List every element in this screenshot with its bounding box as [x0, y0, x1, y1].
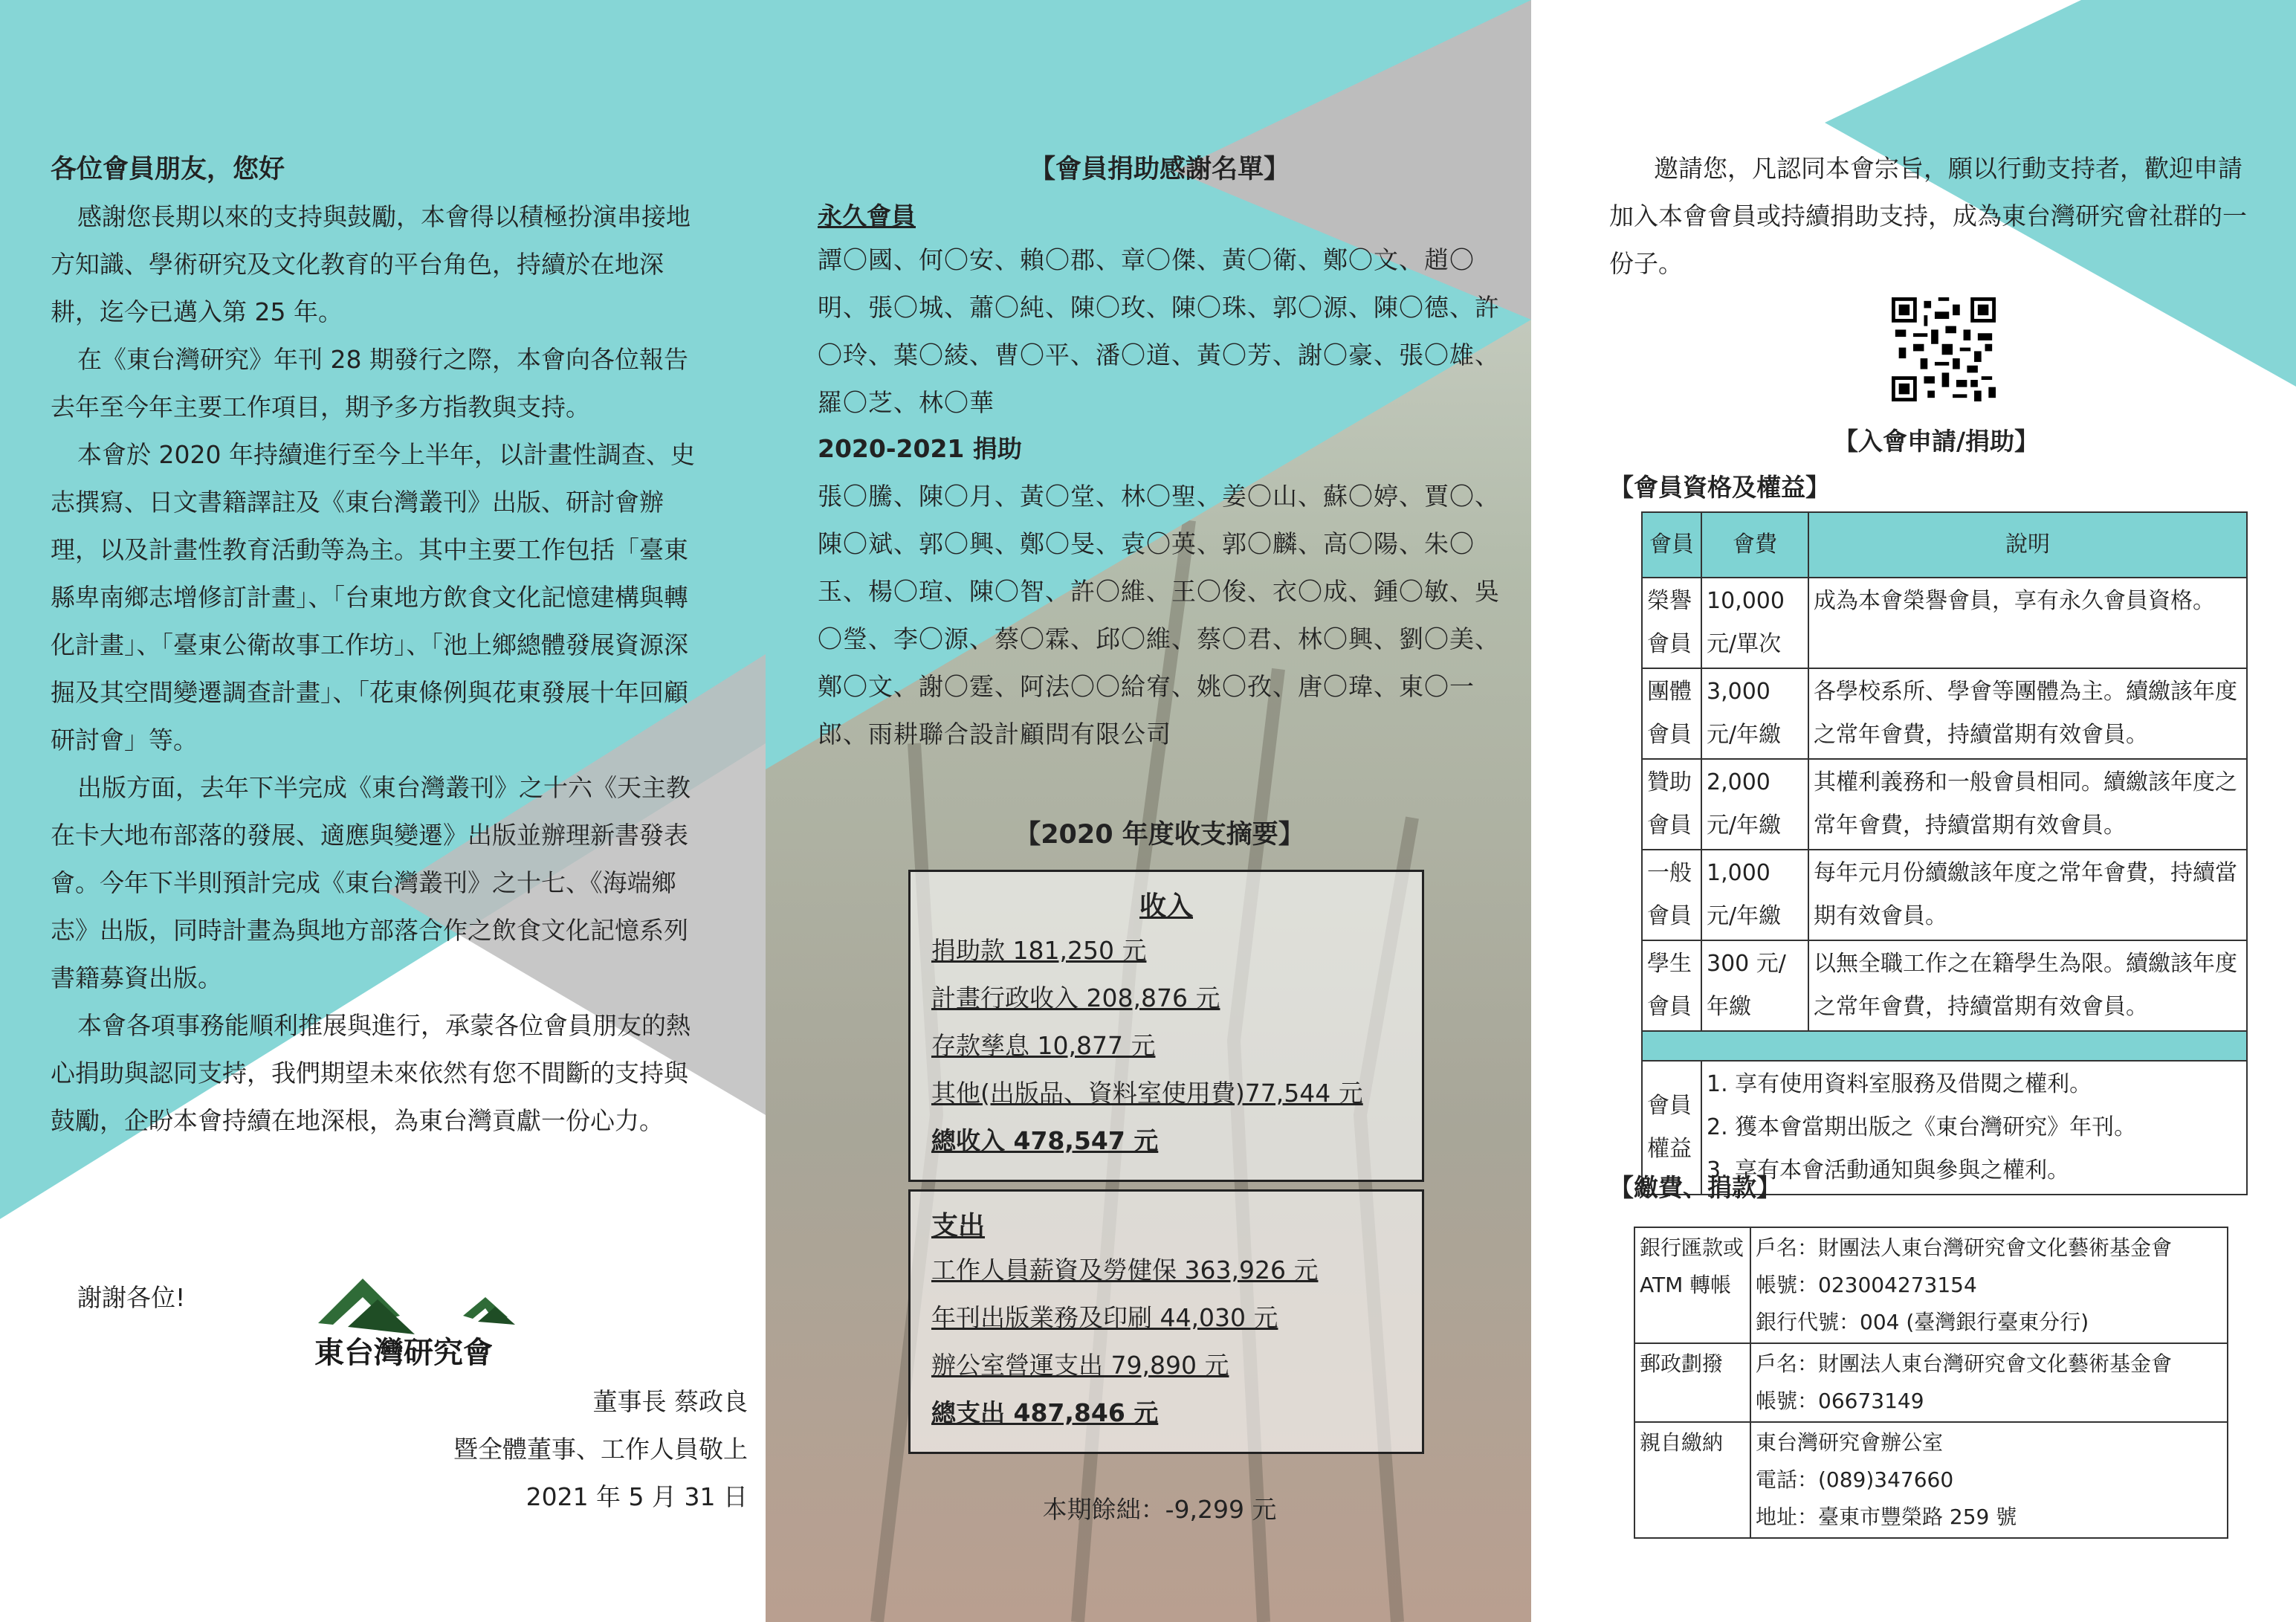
member-fee: 1,000 元/年繳: [1701, 850, 1808, 940]
income-total: 總收入 478,547 元: [931, 1126, 1159, 1155]
member-fee: 300 元/年繳: [1701, 940, 1808, 1031]
table-header: 會員: [1642, 512, 1701, 578]
org-logo-text: 東台灣研究會: [314, 1336, 493, 1370]
income-title: 收入: [1139, 891, 1193, 922]
finance-title: 【2020 年度收支摘要】: [1015, 820, 1304, 850]
rights-item: 3. 享有本會活動通知與參與之權利。: [1707, 1157, 2070, 1183]
table-header: 說明: [1808, 512, 2247, 578]
member-table-title: 【會員資格及權益】: [1609, 473, 1830, 502]
expense-line: 年刊出版業務及印刷 44,030 元: [931, 1303, 1278, 1332]
member-type: 團體會員: [1642, 668, 1701, 759]
donation-list: 張〇騰、陳〇月、黃〇堂、林〇聖、姜〇山、蘇〇婷、賈〇、陳〇斌、郭〇興、鄭〇旻、袁〇英、郭〇麟、高〇陽、朱〇玉、楊〇瑄、陳〇智、許〇維、王〇俊、衣〇成、鍾〇敏、吳〇瑩、李〇源、蔡〇霖、邱〇維、蔡〇君、林〇興、劉〇美、鄭〇文、謝〇霆、阿法〇〇給宥、姚〇孜、唐〇瑋、東〇一郎、雨耕聯合設計顧問有限公司: [818, 482, 1500, 749]
letter-paragraph: 在《東台灣研究》年刊 28 期發行之際，本會向各位報告去年至今年主要工作項目，期予多方指教與支持。: [51, 345, 688, 421]
letter-body: [51, 193, 705, 1145]
income-line: 存款孳息 10,877 元: [931, 1031, 1156, 1060]
member-desc: 每年元月份續繳該年度之常年會費，持續當期有效會員。: [1808, 850, 2247, 940]
signer-staff: 暨全體董事、工作人員敬上: [453, 1435, 748, 1464]
rights-item: 2. 獲本會當期出版之《東台灣研究》年刊。: [1707, 1114, 2137, 1140]
donors-panel: [818, 0, 1501, 1622]
table-header: 會費: [1701, 512, 1808, 578]
permanent-members-label: 永久會員: [818, 201, 916, 230]
income-line: 其他(出版品、資料室使用費)77,544 元: [931, 1079, 1363, 1108]
expense-title: 支出: [931, 1211, 986, 1241]
letter-closing: 謝謝各位!: [77, 1283, 186, 1312]
income-line: 計畫行政收入 208,876 元: [931, 983, 1220, 1012]
payment-detail-line: 東台灣研究會辦公室: [1756, 1430, 1944, 1455]
table-row: [1642, 668, 2247, 759]
donors-title: 【會員捐助感謝名單】: [1029, 155, 1290, 184]
payment-detail-line: 地址：臺東市豐榮路 259 號: [1756, 1505, 2017, 1529]
member-desc: 以無全職工作之在籍學生為限。續繳該年度之常年會費，持續當期有效會員。: [1808, 940, 2247, 1031]
member-type: 一般會員: [1642, 850, 1701, 940]
apply-title: 【入會申請/捐助】: [1833, 427, 2040, 456]
member-desc: 各學校系所、學會等團體為主。續繳該年度之常年會費，持續當期有效會員。: [1808, 668, 2247, 759]
payment-details: [1750, 1422, 2228, 1538]
member-desc: 其權利義務和一般會員相同。續繳該年度之常年會費，持續當期有效會員。: [1808, 759, 2247, 850]
expense-line: 工作人員薪資及勞健保 363,926 元: [931, 1256, 1319, 1285]
payment-method: 銀行匯款或 ATM 轉帳: [1634, 1227, 1750, 1343]
invite-text: [1609, 145, 2263, 288]
letter-paragraph: 出版方面，去年下半完成《東台灣叢刊》之十六《天主教在卡大地布部落的發展、適應與變遷》出版並辦理新書發表會。今年下半則預計完成《東台灣叢刊》之十七、《海端鄉志》出版，同時計畫為與地方部落合作之飲食文化記憶系列書籍募資出版。: [51, 773, 691, 992]
letter-date: 2021 年 5 月 31 日: [526, 1482, 748, 1511]
table-row: [1642, 578, 2247, 668]
table-header-row: [1642, 512, 2247, 578]
payment-detail-line: 戶名：財團法人東台灣研究會文化藝術基金會: [1756, 1351, 2173, 1376]
table-row: [1642, 850, 2247, 940]
qr-code-icon[interactable]: [1892, 297, 1996, 401]
membership-table: [1641, 511, 2248, 1195]
letter-panel: [51, 0, 748, 1622]
balance-line: 本期餘絀：-9,299 元: [1042, 1495, 1277, 1524]
payment-detail-line: 銀行代號：004 (臺灣銀行臺東分行): [1756, 1310, 2089, 1334]
expense-total: 總支出 487,846 元: [931, 1398, 1159, 1427]
member-type: 榮譽會員: [1642, 578, 1701, 668]
member-fee: 3,000 元/年繳: [1701, 668, 1808, 759]
income-line: 捐助款 181,250 元: [931, 936, 1147, 965]
payment-details: [1750, 1343, 2228, 1422]
expense-box: [908, 1189, 1424, 1454]
payment-method: 郵政劃撥: [1634, 1343, 1750, 1422]
table-row: [1634, 1422, 2228, 1538]
letter-greeting: 各位會員朋友，您好: [51, 155, 285, 184]
expense-line: 辦公室營運支出 79,890 元: [931, 1351, 1229, 1380]
invite-paragraph: 邀請您，凡認同本會宗旨，願以行動支持者，歡迎申請加入本會會員或持續捐助支持，成為東台灣研究會社群的一份子。: [1609, 154, 2247, 278]
letter-paragraph: 本會各項事務能順利推展與進行，承蒙各位會員朋友的熱心捐助與認同支持，我們期望未來依然有您不間斷的支持與鼓勵，企盼本會持續在地深根，為東台灣貢獻一份心力。: [51, 1011, 691, 1135]
table-row: [1634, 1227, 2228, 1343]
payment-table: [1634, 1227, 2228, 1539]
member-type: 學生會員: [1642, 940, 1701, 1031]
permanent-members-list: 譚〇國、何〇安、賴〇郡、章〇傑、黃〇衛、鄭〇文、趙〇明、張〇城、蕭〇純、陳〇玫、陳〇珠、郭〇源、陳〇德、許〇玲、葉〇綾、曹〇平、潘〇道、黃〇芳、謝〇豪、張〇雄、羅〇芝、林〇華: [818, 245, 1500, 417]
letter-paragraph: 本會於 2020 年持續進行至今上半年，以計畫性調查、史志撰寫、日文書籍譯註及《東台灣叢刊》出版、研討會辦理，以及計畫性教育活動等為主。其中主要工作包括「臺東縣卑南鄉志增修訂計畫」、「台東地方飲食文化記憶建構與轉化計畫」、「臺東公衛故事工作坊」、「池上鄉總體發展資源深掘及其空間變遷調查計畫」、「花東條例與花東發展十年回顧研討會」等。: [51, 440, 695, 755]
income-box: [908, 870, 1424, 1182]
payment-details: [1750, 1227, 2228, 1343]
signer-name: 董事長 蔡政良: [592, 1387, 748, 1416]
donation-label: 2020-2021 捐助: [818, 434, 1022, 463]
payment-detail-line: 帳號：06673149: [1756, 1389, 1924, 1413]
table-row: [1642, 759, 2247, 850]
rights-cell: [1701, 1061, 2247, 1195]
table-spacer-row: [1642, 1031, 2247, 1061]
payment-detail-line: 戶名：財團法人東台灣研究會文化藝術基金會: [1756, 1235, 2173, 1260]
member-type: 贊助會員: [1642, 759, 1701, 850]
membership-panel: [1609, 0, 2263, 1622]
rights-label: 會員權益: [1642, 1061, 1701, 1195]
member-fee: 10,000 元/單次: [1701, 578, 1808, 668]
member-desc: 成為本會榮譽會員，享有永久會員資格。: [1808, 578, 2247, 668]
payment-detail-line: 帳號：023004273154: [1756, 1273, 1977, 1297]
table-row: [1634, 1343, 2228, 1422]
table-row: [1642, 940, 2247, 1031]
letter-paragraph: 感謝您長期以來的支持與鼓勵，本會得以積極扮演串接地方知識、學術研究及文化教育的平台角色，持續於在地深耕，迄今已邁入第 25 年。: [51, 202, 691, 326]
payment-method: 親自繳納: [1634, 1422, 1750, 1538]
payment-detail-line: 電話：(089)347660: [1756, 1467, 1954, 1492]
payment-title: 【繳費、捐款】: [1609, 1173, 1781, 1202]
rights-item: 1. 享有使用資料室服務及借閱之權利。: [1707, 1071, 2092, 1097]
member-fee: 2,000 元/年繳: [1701, 759, 1808, 850]
